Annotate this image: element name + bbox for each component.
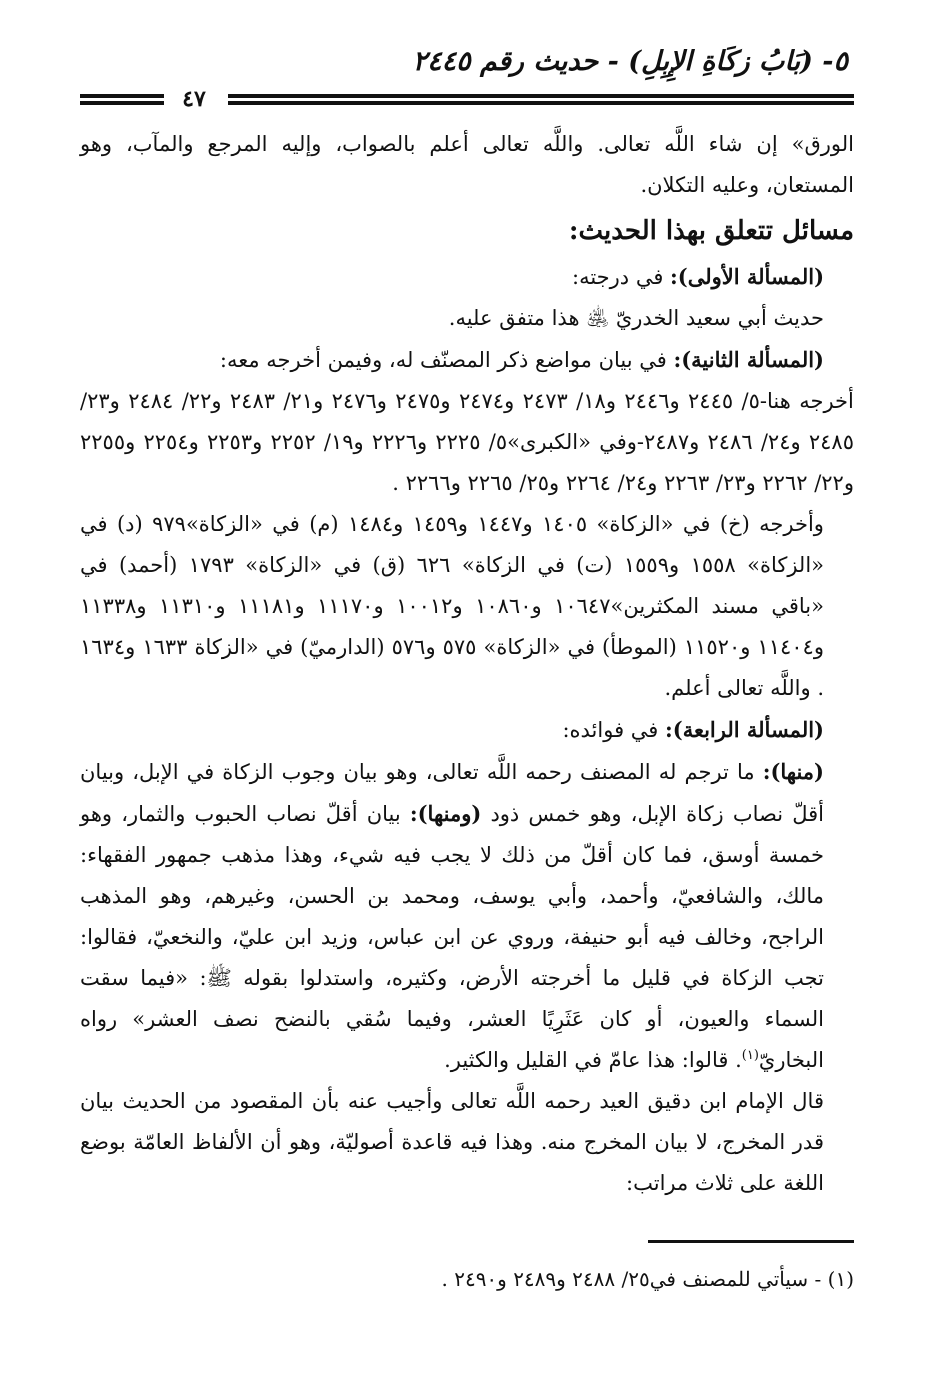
header-rule-right-line xyxy=(228,101,854,105)
page-number: ٤٧ xyxy=(182,86,206,112)
main-text xyxy=(80,124,854,1204)
section-heading: مسائل تتعلق بهذا الحديث: xyxy=(568,216,854,246)
takhrij-paragraph: وأخرجه (خ) في «الزكاة» ١٤٠٥ و١٤٤٧ و١٤٥٩ و١٤٨٤ (م) في «الزكاة»٩٧٩ (د) في «الزكاة» ١٥٥٨ و١٥٥٩ (ت) في الزكاة» ٦٢٦ (ق) في «الزكاة» ١٧٩٣ (أحمد) في «باقي مسند المكثرين»١٠٦٤٧ و١٠٨٦٠ و١٠٠١٢ و١١١٧٠ و١١١٨١ و١١٣١٠ و١١٣٣٨ و١١٤٠٤ و١١٥٢٠ (الموطأ) في «الزكاة» ٥٧٥ و٥٧٦ (الدارميّ) في «الزكاة ١٦٣٣ و١٦٣٤ . واللَّه تعالى أعلم. xyxy=(80,512,825,700)
issue-1-heading xyxy=(80,256,854,298)
header-rule-left-line xyxy=(80,94,164,98)
benefit-label: (منها): xyxy=(762,759,824,784)
paragraph-ibn-daqiq: قال الإمام ابن دقيق العيد رحمه اللَّه تعالى وأجيب عنه بأن المقصود من الحديث بيان قدر المخرج، لا بيان المخرج منه. وهذا فيه قاعدة أصوليّة، وهو أن الألفاظ العامّة بوضع اللغة على ثلاث مراتب: xyxy=(80,1089,824,1195)
benefit-text: . قالوا: هذا عامّ في القليل والكثير. xyxy=(444,1048,742,1072)
header-rule-right-line xyxy=(228,94,854,98)
benefit-text: ما ترجم له المصنف رحمه اللَّه تعالى، وهو بيان وجوب الزكاة في الإبل، وبيان أقلّ نصاب زكاة الإبل، وهو خمس ذود xyxy=(80,760,824,826)
benefits-paragraph xyxy=(80,751,854,1081)
issue-title: في فوائده: xyxy=(562,718,665,742)
issue-label: (المسألة الثانية): xyxy=(673,347,824,372)
running-header-title: ٥- (بَابُ زكَاةِ الإِبِلِ) - حديث رقم ٢٤٤٥ xyxy=(412,46,848,77)
issue-1-body: حديث أبي سعيد الخدريّ ﵁ هذا متفق عليه. xyxy=(448,306,824,330)
footnote-reference[interactable]: (١) xyxy=(741,1048,759,1063)
issue-title: في بيان مواضع ذكر المصنّف له، وفيمن أخرجه معه: xyxy=(219,348,674,372)
benefit-text: بيان أقلّ نصاب الحبوب والثمار، وهو خمسة أوسق، فما كان أقلّ من ذلك لا يجب فيه شيء، وهذا مذهب جمهور الفقهاء: مالك، والشافعيّ، وأحمد، وأبي يوسف، ومحمد بن الحسن، وغيرهم، وهو المذهب الراجح، وخالف فيه أبو حنيفة، وروي عن ابن عباس، وزيد ابن عليّ، والنخعيّ، فقالوا: تجب الزكاة في قليل ما أخرجته الأرض، وكثيره، واستدلوا بقوله ﷺ: «فيما سقت السماء والعيون، أو كان عَثَرِيًا العشر، وفيما سُقي بالنضح نصف العشر» رواه البخاريّ xyxy=(80,802,824,1072)
header-rule-left-line xyxy=(80,101,164,105)
benefit-label: (ومنها): xyxy=(409,801,482,826)
footnote: (١) - سيأتي للمصنف في٢٥/ ٢٤٨٨ و٢٤٨٩ و٢٤٩٠ . xyxy=(441,1267,854,1291)
issue-2-body: أخرجه هنا-٥/ ٢٤٤٥ و٢٤٤٦ و١٨/ ٢٤٧٣ و٢٤٧٤ و٢٤٧٥ و٢٤٧٦ و٢١/ ٢٤٨٣ و٢٢/ ٢٤٨٤ و٢٣/ ٢٤٨٥ و٢٤/ ٢٤٨٦ و٢٤٨٧-وفي «الكبرى»٥/ ٢٢٢٥ و٢٢٢٦ و١٩/ ٢٢٥٢ و٢٢٥٣ و٢٢٥٤ و٢٢٥٥ و٢٢/ ٢٢٦٢ و٢٣/ ٢٢٦٣ و٢٤/ ٢٢٦٤ و٢٥/ ٢٢٦٥ و٢٢٦٦ . xyxy=(80,389,854,495)
issue-4-heading xyxy=(80,709,854,751)
issue-title: في درجته: xyxy=(572,265,671,289)
footnote-separator xyxy=(648,1240,854,1243)
issue-label: (المسألة الرابعة): xyxy=(665,717,824,742)
issue-label: (المسألة الأولى): xyxy=(670,264,824,289)
header-rule xyxy=(80,88,854,110)
issue-2-heading xyxy=(80,339,854,381)
paragraph-continuation: الورق» إن شاء اللَّه تعالى. واللَّه تعالى أعلم بالصواب، وإليه المرجع والمآب، وهو المستعان، وعليه التكلان. xyxy=(80,132,854,197)
